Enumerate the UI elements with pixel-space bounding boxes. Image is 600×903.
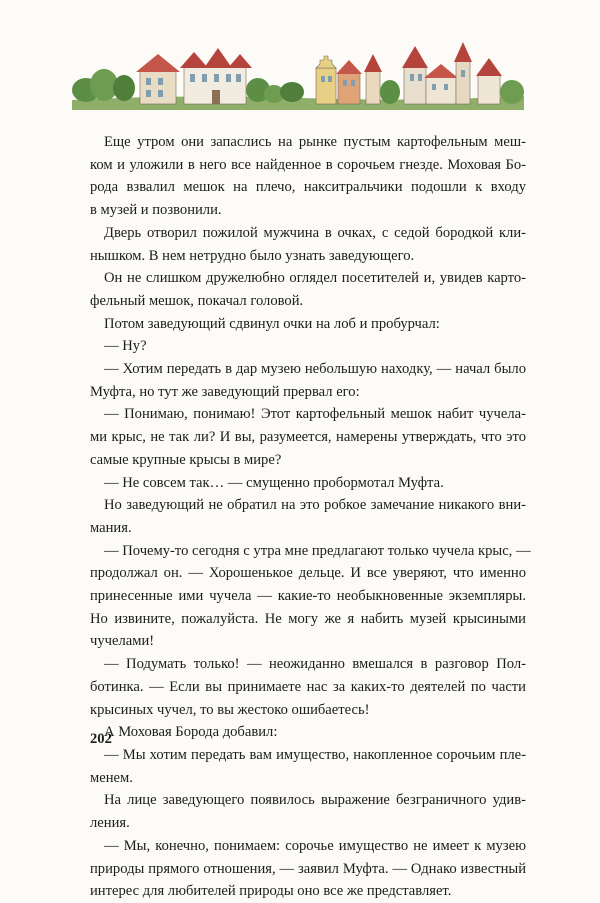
paragraph: — Подумать только! — неожиданно вмешался в разговор Пол- ботинка. — Если вы принимаете нас за каких-то деятелей по части крысиных чучел, то вы жестоко ошибаетесь! [90, 656, 526, 718]
paragraph: Еще утром они запаслись на рынке пустым картофельным меш- ком и уложили в него все найденное в сорочьем гнезде. Моховая Бо- рода взвалил мешок на плечо, накситральчики подошли к входу в музей и позвонили. [90, 134, 526, 219]
paragraph: — Хотим передать в дар музею небольшую находку, — начал было Муфта, но тут же заведующий прервал его: [90, 361, 526, 400]
paragraph: — Не совсем так… — смущенно пробормотал Муфта. [104, 474, 444, 491]
paragraph: Он не слишком дружелюбно оглядел посетителей и, увидев карто- фельный мешок, покачал головой. [90, 270, 526, 309]
paragraph: — Ну? [104, 338, 147, 355]
town-illustration [72, 40, 524, 110]
paragraph: — Мы, конечно, понимаем: сорочье имущество не имеет к музею природы прямого отношения, — заявил Муфта. — Однако известный интерес для любителей природы оно все же представляет. [90, 837, 526, 900]
page-number: 202 [90, 731, 112, 747]
paragraph: — Почему-то сегодня с утра мне предлагают только чучела крыс, — продолжал он. — Хорошенькое дельце. И все уверяют, что именно принесенные ими чучела — какие-то необыкновенные экземпляры. Но извините, пожалуйста. Не могу же я набить музей крысиными чучелами! [90, 542, 531, 650]
paragraph: А Моховая Борода добавил: [104, 724, 278, 741]
paragraph: Дверь отворил пожилой мужчина в очках, с седой бородкой кли- нышком. В нем нетрудно было узнать заведующего. [90, 224, 526, 264]
paragraph: — Понимаю, понимаю! Этот картофельный мешок набит чучела- ми крыс, не так ли? И вы, разумеется, намерены утверждать, что это самые крупные крысы в мире? [90, 406, 526, 468]
paragraph: На лице заведующего появилось выражение безграничного удив- ления. [90, 792, 526, 832]
paragraph: Потом заведующий сдвинул очки на лоб и пробурчал: [104, 315, 440, 332]
paragraph: — Мы хотим передать вам имущество, накопленное сорочьим пле- менем. [90, 746, 526, 786]
body-text [90, 131, 531, 903]
paragraph: Но заведующий не обратил на это робкое замечание никакого вни- мания. [90, 497, 526, 536]
